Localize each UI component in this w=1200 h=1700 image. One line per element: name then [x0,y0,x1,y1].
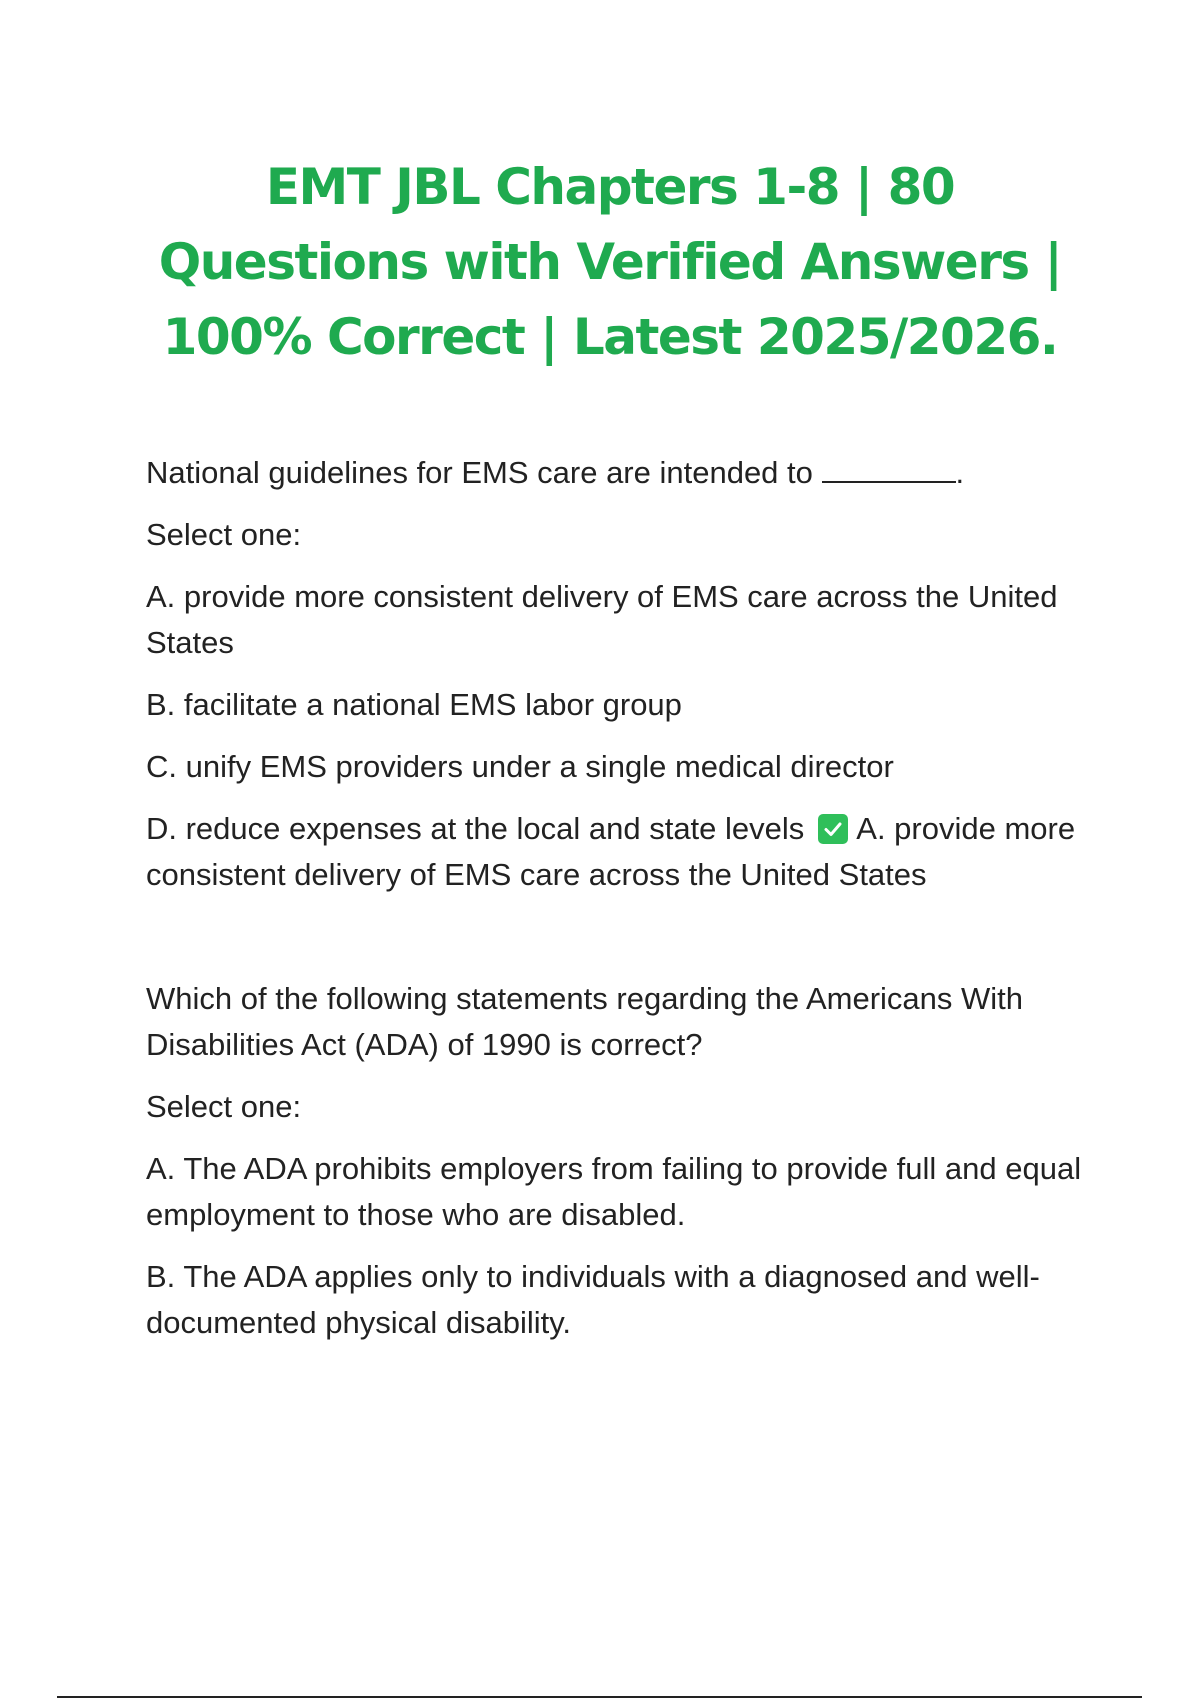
correct-answer: A. provide more consistent delivery of EMS care across the United States [146,811,1076,892]
option-b: B. The ADA applies only to individuals with a diagnosed and well-documented physical disability. [146,1259,1040,1340]
check-mark-icon [818,814,848,844]
select-one-label: Select one: [146,517,302,552]
option-d: D. reduce expenses at the local and state levels [146,811,805,846]
question-1 [146,450,1086,898]
document-title: EMT JBL Chapters 1-8 | 80 Questions with Verified Answers | 100% Correct | Latest 2025/2026. [158,158,1062,366]
option-a: A. The ADA prohibits employers from failing to provide full and equal employment to those who are disabled. [146,1151,1082,1232]
question-prompt [146,450,1086,496]
question-prompt-text: National guidelines for EMS care are intended to [146,455,813,490]
document-body [146,450,1086,1362]
question-2 [146,976,1086,1346]
page-bottom-divider [57,1696,1142,1698]
question-prompt-end: . [955,455,965,490]
option-a: A. provide more consistent delivery of EMS care across the United States [146,579,1058,660]
section-spacer [146,914,1086,976]
answer-blank [822,455,956,483]
option-c: C. unify EMS providers under a single medical director [146,749,894,784]
question-prompt: Which of the following statements regarding the Americans With Disabilities Act (ADA) of 1990 is correct? [146,981,1024,1062]
select-one-label: Select one: [146,1089,302,1124]
option-b: B. facilitate a national EMS labor group [146,687,682,722]
option-d-with-answer [146,806,1086,898]
